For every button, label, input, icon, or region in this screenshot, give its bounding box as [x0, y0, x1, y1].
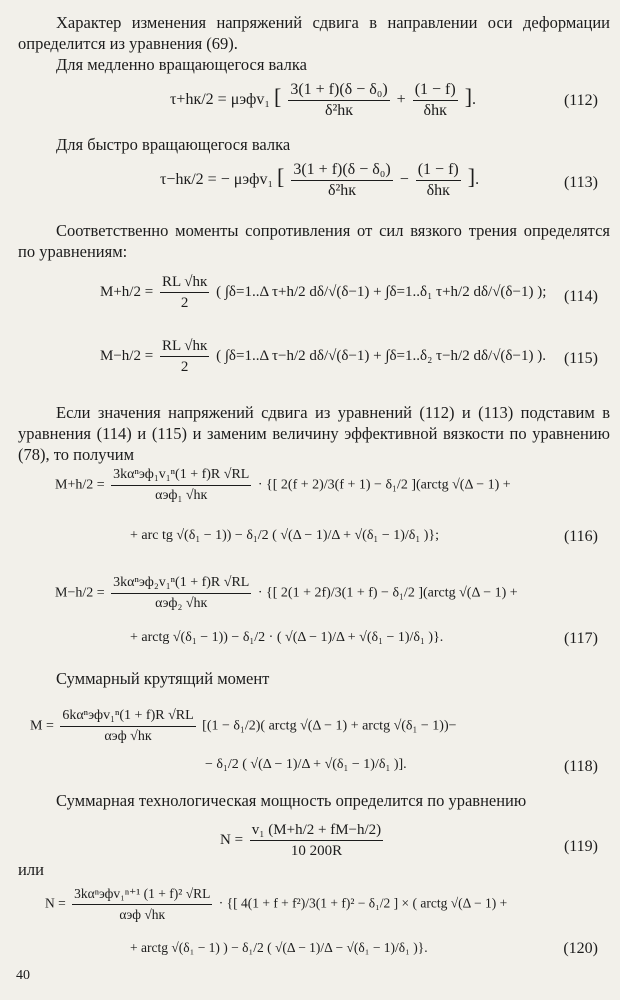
equation-112: τ+hк/2 = μэфv₁ [ $\frac{\text{3(1 + f)(δ − δ₀)}}{\text{δ²hк}}$ + $\frac{(1 - f)}{\text{δhк}}$ ].: [170, 81, 477, 119]
eq120-coef-den: αэф √hк: [119, 907, 166, 922]
equation-number-115: (115): [563, 350, 598, 367]
eq112-lhs: τ+hк/2 = μэфv₁: [170, 91, 270, 109]
eq118-lhs: M =: [30, 718, 54, 734]
eq120-line1: · {[ 4(1 + f + f²)/3(1 + f)² − δ₁/2 ] × ( arctg √(Δ − 1) +: [218, 895, 508, 911]
paragraph-1: Характер изменения напряжений сдвига в направлении оси деформации определится из уравнения (69).: [18, 13, 610, 53]
paragraph-8: или: [18, 860, 44, 879]
eq117-line1: · {[ 2(1 + 2f)/3(1 + f) − δ₁/2 ](arctg √(Δ − 1) +: [257, 585, 518, 601]
eq114-body: ( ∫δ=1..Δ τ+h/2 dδ/√(δ−1) + ∫δ=1..δ₁ τ+h/2 dδ/√(δ−1) );: [216, 283, 547, 300]
equation-number-116: (116): [563, 528, 598, 545]
eq115-body: ( ∫δ=1..Δ τ−h/2 dδ/√(δ−1) + ∫δ=1..δ₂ τ−h/2 dδ/√(δ−1) ).: [216, 347, 546, 364]
eq112-denom2: δhк: [423, 102, 447, 119]
equation-119: [220, 820, 386, 861]
eq119-den: 10 200R: [290, 843, 343, 859]
equation-116: [55, 465, 511, 506]
eq120-lhs: N =: [45, 895, 66, 911]
paragraph-6: Суммарный крутящий момент: [56, 669, 270, 688]
equation-118: [30, 706, 457, 747]
equation-114: [100, 272, 546, 313]
paragraph-3: Для быстро вращающегося валка: [56, 135, 291, 154]
eq119-num: v₁ (M+h/2 + fM−h/2): [250, 820, 383, 841]
paragraph-7: Суммарная технологическая мощность определится по уравнению: [56, 791, 527, 810]
equation-117: [55, 573, 518, 614]
paragraph-2: Для медленно вращающегося валка: [56, 55, 307, 74]
paragraph-5: Если значения напряжений сдвига из уравнений (112) и (113) подставим в уравнения (114) и (115) и заменим величину эффективной вязкости по уравнению (78), то получим: [18, 403, 610, 464]
eq117-lhs: M−h/2 =: [55, 585, 105, 601]
eq119-lhs: N =: [220, 831, 244, 848]
eq115-coef-den: 2: [180, 359, 189, 375]
eq112-denom1: δ²hк: [324, 102, 354, 119]
eq115-coef-num: RL √hк: [160, 336, 209, 357]
eq112-numer2: (1 − f): [413, 80, 458, 101]
paragraph-4: Соответственно моменты сопротивления от сил вязкого трения определятся по уравнениям:: [18, 221, 610, 261]
eq117-coef-den: αэф₂ √hк: [155, 596, 208, 611]
eq114-coef-num: RL √hк: [160, 272, 209, 293]
equation-number-120: (120): [563, 940, 598, 957]
equation-number-118: (118): [563, 758, 598, 775]
equation-116-continued: + arc tg √(δ₁ − 1)) − δ₁/2 ( √(Δ − 1)/Δ + √(δ₁ − 1)/δ₁ )};: [130, 528, 440, 543]
equation-number-119: (119): [563, 838, 598, 855]
equation-118-continued: − δ₁/2 ( √(Δ − 1)/Δ + √(δ₁ − 1)/δ₁ )].: [205, 757, 407, 772]
eq113-denom2: δhк: [426, 182, 450, 199]
equation-number-113: (113): [563, 174, 598, 191]
page-number: 40: [16, 968, 30, 983]
eq113-numer1: 3(1 + f)(δ − δ₀): [291, 160, 392, 181]
equation-120: [45, 884, 507, 925]
equation-113: τ−hк/2 = − μэфv₁ [ $\frac{\text{3(1 + f)(δ − δ₀)}}{\text{δ²hк}}$ − $\frac{(1 - f)}{\text{δhк}}$ ].: [160, 161, 480, 199]
equation-number-112: (112): [563, 92, 598, 109]
eq115-lhs: M−h/2 =: [100, 347, 154, 364]
equation-115: [100, 336, 546, 377]
eq116-line1: · {[ 2(f + 2)/3(f + 1) − δ₁/2 ](arctg √(Δ − 1) +: [257, 477, 511, 493]
eq116-coef-den: αэф₁ √hк: [155, 488, 208, 503]
eq113-numer2: (1 − f): [416, 160, 461, 181]
eq118-coef-num: 6kαⁿэфv₁ⁿ(1 + f)R √RL: [60, 706, 195, 727]
eq118-coef-den: αэф √hк: [104, 729, 152, 744]
eq116-coef-num: 3kαⁿэф₁v₁ⁿ(1 + f)R √RL: [111, 465, 251, 486]
equation-120-continued: + arctg √(δ₁ − 1) ) − δ₁/2 ( √(Δ − 1)/Δ − √(δ₁ − 1)/δ₁ )}.: [130, 940, 428, 955]
equation-number-117: (117): [563, 630, 598, 647]
equation-number-114: (114): [563, 288, 598, 305]
eq118-line1: [(1 − δ₁/2)( arctg √(Δ − 1) + arctg √(δ₁ − 1))−: [202, 718, 457, 734]
eq116-lhs: M+h/2 =: [55, 477, 105, 493]
eq113-denom1: δ²hк: [327, 182, 357, 199]
eq114-coef-den: 2: [180, 295, 189, 311]
eq117-coef-num: 3kαⁿэф₂v₁ⁿ(1 + f)R √RL: [111, 573, 251, 594]
eq113-lhs: τ−hк/2 = − μэфv₁: [160, 171, 274, 189]
equation-117-continued: + arctg √(δ₁ − 1)) − δ₁/2 · ( √(Δ − 1)/Δ + √(δ₁ − 1)/δ₁ )}.: [130, 630, 444, 645]
eq114-lhs: M+h/2 =: [100, 283, 154, 300]
eq112-numer1: 3(1 + f)(δ − δ₀): [288, 80, 389, 101]
eq120-coef-num: 3kαⁿэфv₁ⁿ⁺¹ (1 + f)² √RL: [72, 884, 212, 905]
